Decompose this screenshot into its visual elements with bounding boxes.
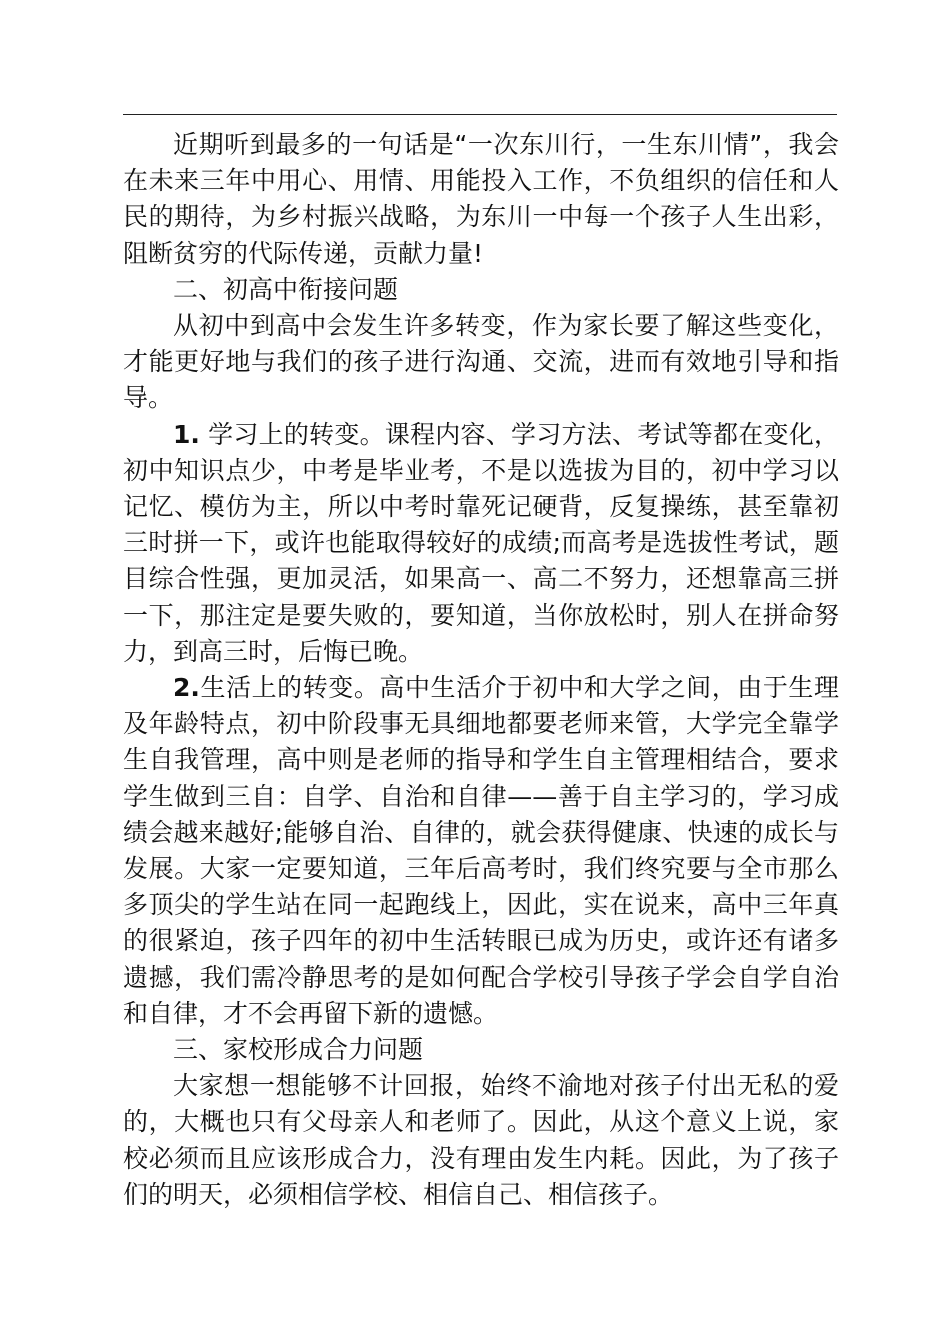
section-heading-transition: 二、初高中衔接问题 [173, 274, 399, 304]
paragraph-transition-intro: 从初中到高中会发生许多转变，作为家长要了解这些变化，才能更好地与我们的孩子进行沟通、交流，进而有效地引导和指导。 [123, 311, 839, 413]
study-change-text: 学习上的转变。课程内容、学习方法、考试等都在变化，初中知识点少，中考是毕业考，不是以选拔为目的，初中学习以记忆、模仿为主，所以中考时靠死记硬背，反复操练，甚至靠初三时拼一下，或许也能取得较好的成绩;而高考是选拔性考试，题目综合性强，更加灵活，如果高一、高二不努力，还想靠高三拼一下，那注定是要失败的，要知道，当你放松时，别人在拼命努力，到高三时，后悔已晚。 [123, 419, 839, 666]
item-number-1: 1. [173, 419, 200, 449]
life-change-text: 生活上的转变。高中生活介于初中和大学之间，由于生理及年龄特点，初中阶段事无具细地都要老师来管，大学完全靠学生自我管理，高中则是老师的指导和学生自主管理相结合，要求学生做到三自：自学、自治和自律——善于自主学习的，学习成绩会越来越好;能够自治、自律的，就会获得健康、快速的成长与发展。大家一定要知道，三年后高考时，我们终究要与全市那么多顶尖的学生站在同一起跑线上，因此，实在说来，高中三年真的很紧迫，孩子四年的初中生活转眼已成为历史，或许还有诸多遗撼，我们需冷静思考的是如何配合学校引导孩子学会自学自治和自律，才不会再留下新的遗憾。 [123, 673, 839, 1028]
section-heading-home-school: 三、家校形成合力问题 [173, 1035, 424, 1065]
paragraph-home-school: 大家想一想能够不计回报，始终不渝地对孩子付出无私的爱的，大概也只有父母亲人和老师了。因此，从这个意义上说，家校必须而且应该形成合力，没有理由发生内耗。因此，为了孩子们的明天，必须相信学校、相信自己、相信孩子。 [123, 1071, 839, 1209]
paragraph-commitment: 近期听到最多的一句话是“一次东川行，一生东川情”，我会在未来三年中用心、用情、用能投入工作，不负组织的信任和人民的期待，为乡村振兴战略，为东川一中每一个孩子人生出彩，阻断贫穷的代际传递，贡献力量! [123, 130, 839, 268]
header-rule [123, 114, 837, 115]
paragraph-life-change [123, 670, 839, 1032]
document-body [123, 127, 839, 1213]
paragraph-study-change [123, 417, 839, 670]
item-number-2: 2. [173, 673, 200, 703]
